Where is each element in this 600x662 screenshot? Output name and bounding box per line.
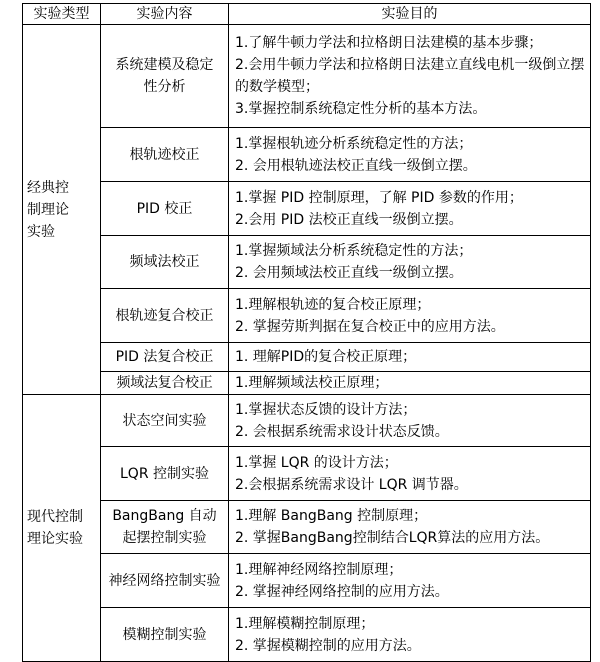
goal-cell xyxy=(229,395,591,447)
content-cell: PID 法复合校正 xyxy=(101,343,229,372)
goal-cell xyxy=(229,343,591,372)
goal-cell xyxy=(229,128,591,182)
table-row xyxy=(23,395,591,447)
table-row xyxy=(23,447,591,501)
type-cell: 现代控制理论实验 xyxy=(23,395,101,662)
goal-cell xyxy=(229,501,591,554)
goal-line: 1.掌握 LQR 的设计方法； xyxy=(235,454,398,471)
goal-line: 1.理解频域法校正原理； xyxy=(235,375,389,391)
goal-line: 1.理解 BangBang 控制原理； xyxy=(235,508,428,524)
goal-line: 2. 掌握劳斯判据在复合校正中的应用方法。 xyxy=(235,318,505,335)
goal-line: 3.掌握控制系统稳定性分析的基本方法。 xyxy=(235,101,487,117)
table-row xyxy=(23,343,591,372)
goal-line: 1.掌握状态反馈的设计方法； xyxy=(235,401,417,418)
content-cell: 系统建模及稳定性分析 xyxy=(101,25,229,128)
goal-line: 1.理解神经网络控制原理； xyxy=(235,561,403,578)
goal-cell xyxy=(229,372,591,395)
goal-line: 1.掌握根轨迹分析系统稳定性的方法； xyxy=(235,135,473,152)
goal-line: 1. 理解PID的复合校正原理； xyxy=(235,349,417,365)
content-cell: 状态空间实验 xyxy=(101,395,229,447)
table-row xyxy=(23,501,591,554)
goal-line: 2.会用 PID 法校正直线一级倒立摆。 xyxy=(235,211,463,228)
header-content: 实验内容 xyxy=(101,4,229,25)
table-row xyxy=(23,182,591,236)
content-cell: 频域法复合校正 xyxy=(101,372,229,395)
goal-cell xyxy=(229,447,591,501)
goal-line: 1.掌握频域法分析系统稳定性的方法； xyxy=(235,243,473,259)
table-row xyxy=(23,554,591,608)
goal-cell xyxy=(229,289,591,343)
content-cell: 频域法校正 xyxy=(101,236,229,289)
goal-cell xyxy=(229,182,591,236)
goal-line: 2. 掌握神经网络控制的应用方法。 xyxy=(235,583,449,600)
content-cell: 根轨迹复合校正 xyxy=(101,289,229,343)
table-row xyxy=(23,236,591,289)
goal-cell xyxy=(229,554,591,608)
table-row xyxy=(23,25,591,128)
goal-line: 2.会根据系统需求设计 LQR 调节器。 xyxy=(235,476,468,493)
goal-line: 2.会用牛顿力学法和拉格朗日法建立直线电机一级倒立摆的数学模型； xyxy=(235,57,585,95)
header-type: 实验类型 xyxy=(23,4,101,25)
content-cell: 模糊控制实验 xyxy=(101,608,229,662)
content-cell: LQR 控制实验 xyxy=(101,447,229,501)
goal-line: 1.理解根轨迹的复合校正原理； xyxy=(235,296,431,313)
goal-line: 2. 掌握BangBang控制结合LQR算法的应用方法。 xyxy=(235,530,550,546)
header-goal: 实验目的 xyxy=(229,4,591,25)
goal-line: 1.掌握 PID 控制原理，了解 PID 参数的作用； xyxy=(235,189,523,206)
type-cell: 经典控制理论实验 xyxy=(23,25,101,395)
table-row xyxy=(23,128,591,182)
content-cell: BangBang 自动起摆控制实验 xyxy=(101,501,229,554)
goal-line: 2. 会用根轨迹法校正直线一级倒立摆。 xyxy=(235,157,477,174)
header-row xyxy=(23,4,591,25)
goal-line: 1.理解模糊控制原理； xyxy=(235,615,375,632)
content-cell: 神经网络控制实验 xyxy=(101,554,229,608)
table-row xyxy=(23,372,591,395)
goal-cell xyxy=(229,25,591,128)
goal-line: 1.了解牛顿力学法和拉格朗日法建模的基本步骤； xyxy=(235,35,543,51)
table-row xyxy=(23,289,591,343)
goal-line: 2. 掌握模糊控制的应用方法。 xyxy=(235,637,421,654)
content-cell: PID 校正 xyxy=(101,182,229,236)
goal-cell xyxy=(229,608,591,662)
goal-line: 2. 会用频域法校正直线一级倒立摆。 xyxy=(235,265,463,281)
goal-line: 2. 会根据系统需求设计状态反馈。 xyxy=(235,423,449,440)
goal-cell xyxy=(229,236,591,289)
table-row xyxy=(23,608,591,662)
content-cell: 根轨迹校正 xyxy=(101,128,229,182)
experiment-table xyxy=(22,3,591,662)
